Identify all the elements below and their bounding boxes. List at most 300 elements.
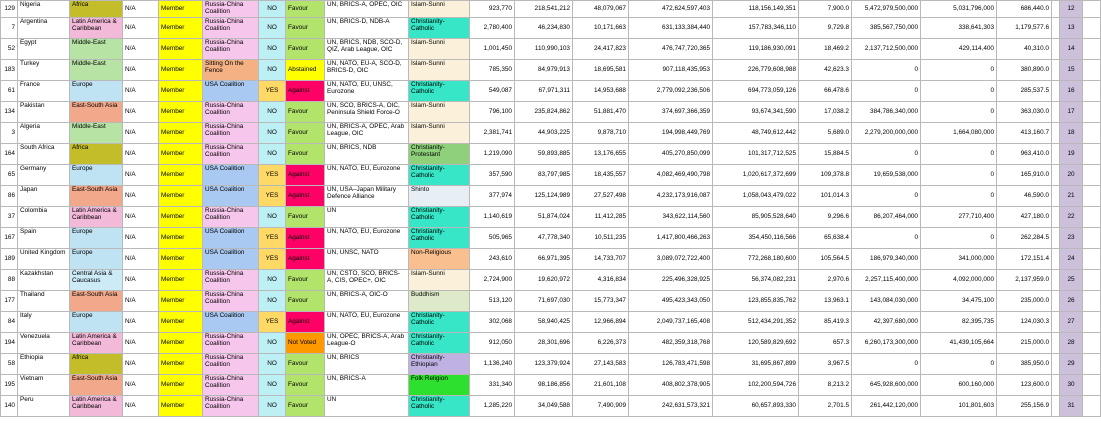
index-cell[interactable]: 16	[1060, 81, 1083, 102]
empty-cell[interactable]	[1052, 396, 1060, 417]
religion-cell[interactable]: Islam-Sunni	[409, 60, 470, 81]
stance-cell[interactable]: Not Voted	[286, 333, 325, 354]
status-cell[interactable]: Member	[159, 396, 203, 417]
value-cell-8[interactable]: 1,664,080,000	[921, 123, 997, 144]
population-cell[interactable]: 34,049,588	[515, 396, 573, 417]
table-row[interactable]	[1, 1, 1101, 18]
value-cell-7[interactable]: 5,472,979,500,000	[852, 1, 921, 18]
value-cell-6[interactable]: 8,213.2	[799, 375, 852, 396]
value-cell-4[interactable]: 3,089,072,722,400	[629, 249, 713, 270]
value-cell-3[interactable]: 14,733,707	[573, 249, 629, 270]
status-cell[interactable]: Member	[159, 291, 203, 312]
index-cell[interactable]: 12	[1060, 1, 1083, 18]
value-cell-9[interactable]: 380,890.0	[997, 60, 1052, 81]
country-cell[interactable]: Peru	[18, 396, 70, 417]
value-cell-5[interactable]: 31,695,867,899	[713, 354, 799, 375]
religion-cell[interactable]: Christianity-Catholic	[409, 312, 470, 333]
status-cell[interactable]: Member	[159, 60, 203, 81]
rank-cell[interactable]: 86	[1, 186, 18, 207]
area-cell[interactable]: 513,120	[470, 291, 515, 312]
region-cell[interactable]: Europe	[70, 312, 123, 333]
value-cell-9[interactable]: 363,030.0	[997, 102, 1052, 123]
status-cell[interactable]: Member	[159, 81, 203, 102]
value-cell-8[interactable]: 41,439,105,664	[921, 333, 997, 354]
region-cell[interactable]: Europe	[70, 81, 123, 102]
na-cell[interactable]: N/A	[123, 249, 159, 270]
region-cell[interactable]: Latin America & Caribbean	[70, 396, 123, 417]
value-cell-4[interactable]: 405,270,850,099	[629, 144, 713, 165]
value-cell-6[interactable]: 7,900.0	[799, 1, 852, 18]
empty-cell[interactable]	[1052, 207, 1060, 228]
area-cell[interactable]: 302,068	[470, 312, 515, 333]
empty-cell[interactable]	[1083, 18, 1101, 39]
region-cell[interactable]: Middle-East	[70, 60, 123, 81]
religion-cell[interactable]: Christianity-Catholic	[409, 18, 470, 39]
value-cell-5[interactable]: 93,674,341,590	[713, 102, 799, 123]
region-cell[interactable]: East-South Asia	[70, 291, 123, 312]
value-cell-9[interactable]: 963,410.0	[997, 144, 1052, 165]
rank-cell[interactable]: 58	[1, 354, 18, 375]
stance-cell[interactable]: Favour	[286, 291, 325, 312]
index-cell[interactable]: 30	[1060, 375, 1083, 396]
coalition-cell[interactable]: Russia-China Coalition	[203, 396, 259, 417]
empty-cell[interactable]	[1052, 186, 1060, 207]
empty-cell[interactable]	[1083, 39, 1101, 60]
table-row[interactable]	[1, 312, 1101, 333]
rank-cell[interactable]: 134	[1, 102, 18, 123]
table-row[interactable]	[1, 144, 1101, 165]
stance-cell[interactable]: Favour	[286, 123, 325, 144]
value-cell-5[interactable]: 123,855,835,762	[713, 291, 799, 312]
organizations-cell[interactable]: UN, NATO, EU-A, SCO-D, BRICS-D, OIC	[325, 60, 409, 81]
population-cell[interactable]: 28,301,696	[515, 333, 573, 354]
coalition-cell[interactable]: Russia-China Coalition	[203, 354, 259, 375]
coalition-cell[interactable]: USA Coalition	[203, 228, 259, 249]
table-row[interactable]	[1, 165, 1101, 186]
status-cell[interactable]: Member	[159, 270, 203, 291]
stance-cell[interactable]: Favour	[286, 18, 325, 39]
population-cell[interactable]: 59,893,885	[515, 144, 573, 165]
status-cell[interactable]: Member	[159, 1, 203, 18]
table-row[interactable]	[1, 228, 1101, 249]
empty-cell[interactable]	[1083, 144, 1101, 165]
coalition-cell[interactable]: Russia-China Coalition	[203, 1, 259, 18]
population-cell[interactable]: 218,541,212	[515, 1, 573, 18]
empty-cell[interactable]	[1083, 123, 1101, 144]
index-cell[interactable]: 22	[1060, 207, 1083, 228]
index-cell[interactable]: 15	[1060, 60, 1083, 81]
value-cell-5[interactable]: 512,434,291,352	[713, 312, 799, 333]
stance-cell[interactable]: Against	[286, 312, 325, 333]
empty-cell[interactable]	[1052, 39, 1060, 60]
country-cell[interactable]: Egypt	[18, 39, 70, 60]
empty-cell[interactable]	[1052, 333, 1060, 354]
stance-cell[interactable]: Favour	[286, 396, 325, 417]
vote-cell[interactable]: YES	[259, 186, 286, 207]
rank-cell[interactable]: 129	[1, 1, 18, 18]
value-cell-8[interactable]: 277,710,400	[921, 207, 997, 228]
na-cell[interactable]: N/A	[123, 165, 159, 186]
region-cell[interactable]: Middle-East	[70, 39, 123, 60]
status-cell[interactable]: Member	[159, 165, 203, 186]
stance-cell[interactable]: Favour	[286, 354, 325, 375]
population-cell[interactable]: 71,697,030	[515, 291, 573, 312]
table-row[interactable]	[1, 81, 1101, 102]
value-cell-4[interactable]: 476,747,720,365	[629, 39, 713, 60]
vote-cell[interactable]: NO	[259, 102, 286, 123]
value-cell-3[interactable]: 10,511,235	[573, 228, 629, 249]
country-cell[interactable]: Ethiopia	[18, 354, 70, 375]
stance-cell[interactable]: Favour	[286, 375, 325, 396]
organizations-cell[interactable]: UN, SCO, BRICS-A, OIC, Peninsula Shield Force-O	[325, 102, 409, 123]
stance-cell[interactable]: Abstained	[286, 60, 325, 81]
empty-cell[interactable]	[1052, 18, 1060, 39]
area-cell[interactable]: 1,001,450	[470, 39, 515, 60]
status-cell[interactable]: Member	[159, 375, 203, 396]
coalition-cell[interactable]: USA Coalition	[203, 249, 259, 270]
area-cell[interactable]: 2,780,400	[470, 18, 515, 39]
coalition-cell[interactable]: Russia-China Coalition	[203, 102, 259, 123]
coalition-cell[interactable]: Russia-China Coalition	[203, 291, 259, 312]
value-cell-7[interactable]: 384,786,340,000	[852, 102, 921, 123]
index-cell[interactable]: 19	[1060, 144, 1083, 165]
empty-cell[interactable]	[1052, 312, 1060, 333]
religion-cell[interactable]: Islam-Sunni	[409, 102, 470, 123]
value-cell-6[interactable]: 15,884.5	[799, 144, 852, 165]
na-cell[interactable]: N/A	[123, 123, 159, 144]
value-cell-7[interactable]: 261,442,120,000	[852, 396, 921, 417]
value-cell-3[interactable]: 27,143,583	[573, 354, 629, 375]
country-cell[interactable]: Nigeria	[18, 1, 70, 18]
value-cell-5[interactable]: 101,317,712,525	[713, 144, 799, 165]
empty-cell[interactable]	[1083, 291, 1101, 312]
value-cell-5[interactable]: 354,450,116,566	[713, 228, 799, 249]
value-cell-7[interactable]: 2,257,115,400,000	[852, 270, 921, 291]
index-cell[interactable]: 17	[1060, 102, 1083, 123]
value-cell-7[interactable]: 0	[852, 354, 921, 375]
empty-cell[interactable]	[1083, 81, 1101, 102]
country-cell[interactable]: Germany	[18, 165, 70, 186]
vote-cell[interactable]: YES	[259, 312, 286, 333]
empty-cell[interactable]	[1052, 165, 1060, 186]
coalition-cell[interactable]: Russia-China Coalition	[203, 123, 259, 144]
region-cell[interactable]: East-South Asia	[70, 102, 123, 123]
area-cell[interactable]: 923,770	[470, 1, 515, 18]
country-cell[interactable]: Vietnam	[18, 375, 70, 396]
empty-cell[interactable]	[1083, 354, 1101, 375]
stance-cell[interactable]: Against	[286, 249, 325, 270]
organizations-cell[interactable]: UN, NATO, EU, Eurozone	[325, 312, 409, 333]
vote-cell[interactable]: NO	[259, 396, 286, 417]
empty-cell[interactable]	[1052, 228, 1060, 249]
status-cell[interactable]: Member	[159, 249, 203, 270]
na-cell[interactable]: N/A	[123, 81, 159, 102]
na-cell[interactable]: N/A	[123, 396, 159, 417]
population-cell[interactable]: 123,379,924	[515, 354, 573, 375]
area-cell[interactable]: 505,965	[470, 228, 515, 249]
value-cell-4[interactable]: 2,049,737,165,408	[629, 312, 713, 333]
organizations-cell[interactable]: UN, BRICS-A, OIC-O	[325, 291, 409, 312]
rank-cell[interactable]: 61	[1, 81, 18, 102]
religion-cell[interactable]: Buddhism	[409, 291, 470, 312]
region-cell[interactable]: Middle-East	[70, 123, 123, 144]
value-cell-8[interactable]: 0	[921, 81, 997, 102]
value-cell-3[interactable]: 51,881,470	[573, 102, 629, 123]
rank-cell[interactable]: 65	[1, 165, 18, 186]
value-cell-3[interactable]: 10,171,663	[573, 18, 629, 39]
table-row[interactable]	[1, 270, 1101, 291]
value-cell-5[interactable]: 772,268,180,600	[713, 249, 799, 270]
value-cell-4[interactable]: 194,998,449,769	[629, 123, 713, 144]
area-cell[interactable]: 357,590	[470, 165, 515, 186]
na-cell[interactable]: N/A	[123, 354, 159, 375]
rank-cell[interactable]: 88	[1, 270, 18, 291]
empty-cell[interactable]	[1052, 81, 1060, 102]
religion-cell[interactable]: Shinto	[409, 186, 470, 207]
rank-cell[interactable]: 183	[1, 60, 18, 81]
organizations-cell[interactable]: UN, OPEC, BRICS-A, Arab League-O	[325, 333, 409, 354]
area-cell[interactable]: 377,974	[470, 186, 515, 207]
value-cell-6[interactable]: 9,729.8	[799, 18, 852, 39]
country-cell[interactable]: Argentina	[18, 18, 70, 39]
coalition-cell[interactable]: Russia-China Coalition	[203, 207, 259, 228]
value-cell-7[interactable]: 0	[852, 81, 921, 102]
value-cell-3[interactable]: 7,490,909	[573, 396, 629, 417]
value-cell-6[interactable]: 109,378.8	[799, 165, 852, 186]
value-cell-8[interactable]: 600,160,000	[921, 375, 997, 396]
stance-cell[interactable]: Against	[286, 186, 325, 207]
area-cell[interactable]: 2,724,900	[470, 270, 515, 291]
value-cell-8[interactable]: 341,000,000	[921, 249, 997, 270]
rank-cell[interactable]: 189	[1, 249, 18, 270]
region-cell[interactable]: East-South Asia	[70, 186, 123, 207]
country-cell[interactable]: Pakistan	[18, 102, 70, 123]
value-cell-6[interactable]: 18,469.2	[799, 39, 852, 60]
religion-cell[interactable]: Christianity-Ethiopian	[409, 354, 470, 375]
table-row[interactable]	[1, 333, 1101, 354]
population-cell[interactable]: 19,620,972	[515, 270, 573, 291]
value-cell-4[interactable]: 4,232,173,916,087	[629, 186, 713, 207]
table-row[interactable]	[1, 249, 1101, 270]
value-cell-5[interactable]: 60,657,893,330	[713, 396, 799, 417]
table-row[interactable]	[1, 18, 1101, 39]
index-cell[interactable]: 23	[1060, 228, 1083, 249]
empty-cell[interactable]	[1052, 123, 1060, 144]
empty-cell[interactable]	[1052, 1, 1060, 18]
area-cell[interactable]: 796,100	[470, 102, 515, 123]
coalition-cell[interactable]: USA Coalition	[203, 186, 259, 207]
value-cell-9[interactable]: 255,156.9	[997, 396, 1052, 417]
population-cell[interactable]: 51,874,024	[515, 207, 573, 228]
value-cell-3[interactable]: 13,176,655	[573, 144, 629, 165]
region-cell[interactable]: Central Asia & Caucasus	[70, 270, 123, 291]
value-cell-3[interactable]: 18,435,557	[573, 165, 629, 186]
empty-cell[interactable]	[1083, 102, 1101, 123]
value-cell-9[interactable]: 124,030.3	[997, 312, 1052, 333]
na-cell[interactable]: N/A	[123, 375, 159, 396]
value-cell-6[interactable]: 657.3	[799, 333, 852, 354]
rank-cell[interactable]: 37	[1, 207, 18, 228]
vote-cell[interactable]: YES	[259, 228, 286, 249]
region-cell[interactable]: Latin America & Caribbean	[70, 333, 123, 354]
value-cell-3[interactable]: 27,527,498	[573, 186, 629, 207]
value-cell-5[interactable]: 157,783,346,110	[713, 18, 799, 39]
value-cell-8[interactable]: 0	[921, 228, 997, 249]
index-cell[interactable]: 14	[1060, 39, 1083, 60]
country-cell[interactable]: Venezuela	[18, 333, 70, 354]
population-cell[interactable]: 125,124,989	[515, 186, 573, 207]
organizations-cell[interactable]: UN, BRICS-A, OPEC, OIC	[325, 1, 409, 18]
country-cell[interactable]: Kazakhstan	[18, 270, 70, 291]
value-cell-7[interactable]: 0	[852, 186, 921, 207]
population-cell[interactable]: 98,186,856	[515, 375, 573, 396]
value-cell-9[interactable]: 285,537.5	[997, 81, 1052, 102]
area-cell[interactable]: 1,136,240	[470, 354, 515, 375]
area-cell[interactable]: 912,050	[470, 333, 515, 354]
value-cell-8[interactable]: 34,475,100	[921, 291, 997, 312]
religion-cell[interactable]: Islam-Sunni	[409, 1, 470, 18]
organizations-cell[interactable]: UN, BRICS, NDB	[325, 144, 409, 165]
value-cell-4[interactable]: 631,133,384,440	[629, 18, 713, 39]
table-row[interactable]	[1, 123, 1101, 144]
value-cell-7[interactable]: 2,279,200,000,000	[852, 123, 921, 144]
value-cell-7[interactable]: 186,979,340,000	[852, 249, 921, 270]
value-cell-6[interactable]: 9,296.6	[799, 207, 852, 228]
rank-cell[interactable]: 194	[1, 333, 18, 354]
religion-cell[interactable]: Islam-Sunni	[409, 270, 470, 291]
na-cell[interactable]: N/A	[123, 18, 159, 39]
index-cell[interactable]: 21	[1060, 186, 1083, 207]
vote-cell[interactable]: YES	[259, 249, 286, 270]
status-cell[interactable]: Member	[159, 207, 203, 228]
value-cell-4[interactable]: 482,359,318,768	[629, 333, 713, 354]
index-cell[interactable]: 25	[1060, 270, 1083, 291]
na-cell[interactable]: N/A	[123, 228, 159, 249]
value-cell-5[interactable]: 119,186,930,091	[713, 39, 799, 60]
country-cell[interactable]: South Africa	[18, 144, 70, 165]
value-cell-6[interactable]: 65,638.4	[799, 228, 852, 249]
value-cell-6[interactable]: 42,623.3	[799, 60, 852, 81]
organizations-cell[interactable]: UN, UNSC, NATO	[325, 249, 409, 270]
value-cell-3[interactable]: 15,773,347	[573, 291, 629, 312]
table-row[interactable]	[1, 375, 1101, 396]
coalition-cell[interactable]: USA Coalition	[203, 312, 259, 333]
stance-cell[interactable]: Against	[286, 228, 325, 249]
organizations-cell[interactable]: UN, BRICS	[325, 354, 409, 375]
religion-cell[interactable]: Christianity-Catholic	[409, 81, 470, 102]
empty-cell[interactable]	[1083, 1, 1101, 18]
value-cell-4[interactable]: 472,624,597,403	[629, 1, 713, 18]
table-row[interactable]	[1, 207, 1101, 228]
value-cell-4[interactable]: 1,417,800,466,263	[629, 228, 713, 249]
na-cell[interactable]: N/A	[123, 102, 159, 123]
value-cell-6[interactable]: 85,419.3	[799, 312, 852, 333]
value-cell-9[interactable]: 385,950.0	[997, 354, 1052, 375]
value-cell-3[interactable]: 6,226,373	[573, 333, 629, 354]
value-cell-4[interactable]: 242,631,573,321	[629, 396, 713, 417]
region-cell[interactable]: Europe	[70, 228, 123, 249]
value-cell-9[interactable]: 1,179,577.6	[997, 18, 1052, 39]
coalition-cell[interactable]: USA Coalition	[203, 165, 259, 186]
stance-cell[interactable]: Against	[286, 81, 325, 102]
vote-cell[interactable]: YES	[259, 81, 286, 102]
value-cell-4[interactable]: 343,622,114,560	[629, 207, 713, 228]
organizations-cell[interactable]: UN, NATO, EU, Eurozone	[325, 228, 409, 249]
region-cell[interactable]: Latin America & Caribbean	[70, 207, 123, 228]
value-cell-6[interactable]: 101,014.3	[799, 186, 852, 207]
value-cell-9[interactable]: 165,910.0	[997, 165, 1052, 186]
value-cell-3[interactable]: 9,878,710	[573, 123, 629, 144]
value-cell-8[interactable]: 338,641,303	[921, 18, 997, 39]
value-cell-6[interactable]: 3,967.5	[799, 354, 852, 375]
vote-cell[interactable]: NO	[259, 375, 286, 396]
coalition-cell[interactable]: Russia-China Coalition	[203, 375, 259, 396]
empty-cell[interactable]	[1052, 375, 1060, 396]
value-cell-7[interactable]: 143,084,030,000	[852, 291, 921, 312]
value-cell-7[interactable]: 86,207,464,000	[852, 207, 921, 228]
value-cell-9[interactable]: 40,310.0	[997, 39, 1052, 60]
value-cell-5[interactable]: 85,905,528,640	[713, 207, 799, 228]
value-cell-3[interactable]: 24,417,823	[573, 39, 629, 60]
empty-cell[interactable]	[1083, 228, 1101, 249]
index-cell[interactable]: 18	[1060, 123, 1083, 144]
population-cell[interactable]: 44,903,225	[515, 123, 573, 144]
table-row[interactable]	[1, 291, 1101, 312]
value-cell-6[interactable]: 2,970.6	[799, 270, 852, 291]
value-cell-6[interactable]: 105,564.5	[799, 249, 852, 270]
religion-cell[interactable]: Islam-Sunni	[409, 123, 470, 144]
value-cell-4[interactable]: 408,802,378,905	[629, 375, 713, 396]
value-cell-7[interactable]: 2,137,712,500,000	[852, 39, 921, 60]
empty-cell[interactable]	[1083, 270, 1101, 291]
organizations-cell[interactable]: UN	[325, 396, 409, 417]
value-cell-4[interactable]: 907,118,435,953	[629, 60, 713, 81]
area-cell[interactable]: 1,285,220	[470, 396, 515, 417]
rank-cell[interactable]: 84	[1, 312, 18, 333]
area-cell[interactable]: 331,340	[470, 375, 515, 396]
area-cell[interactable]: 785,350	[470, 60, 515, 81]
empty-cell[interactable]	[1083, 249, 1101, 270]
vote-cell[interactable]: NO	[259, 291, 286, 312]
value-cell-7[interactable]: 42,397,680,000	[852, 312, 921, 333]
organizations-cell[interactable]: UN, BRICS-D, NDB-A	[325, 18, 409, 39]
country-cell[interactable]: Italy	[18, 312, 70, 333]
value-cell-8[interactable]: 0	[921, 144, 997, 165]
status-cell[interactable]: Member	[159, 102, 203, 123]
area-cell[interactable]: 243,610	[470, 249, 515, 270]
vote-cell[interactable]: NO	[259, 39, 286, 60]
religion-cell[interactable]: Christianity-Catholic	[409, 165, 470, 186]
empty-cell[interactable]	[1052, 102, 1060, 123]
index-cell[interactable]: 28	[1060, 333, 1083, 354]
organizations-cell[interactable]: UN, BRICS, NDB, SCO-D, QIZ, Arab League, OIC	[325, 39, 409, 60]
na-cell[interactable]: N/A	[123, 291, 159, 312]
value-cell-9[interactable]: 2,137,959.0	[997, 270, 1052, 291]
status-cell[interactable]: Member	[159, 354, 203, 375]
value-cell-8[interactable]: 429,114,400	[921, 39, 997, 60]
stance-cell[interactable]: Favour	[286, 102, 325, 123]
na-cell[interactable]: N/A	[123, 186, 159, 207]
status-cell[interactable]: Member	[159, 123, 203, 144]
value-cell-4[interactable]: 374,697,366,359	[629, 102, 713, 123]
value-cell-8[interactable]: 0	[921, 60, 997, 81]
area-cell[interactable]: 1,140,619	[470, 207, 515, 228]
region-cell[interactable]: Europe	[70, 165, 123, 186]
value-cell-9[interactable]: 46,590.0	[997, 186, 1052, 207]
stance-cell[interactable]: Favour	[286, 270, 325, 291]
index-cell[interactable]: 29	[1060, 354, 1083, 375]
empty-cell[interactable]	[1083, 207, 1101, 228]
